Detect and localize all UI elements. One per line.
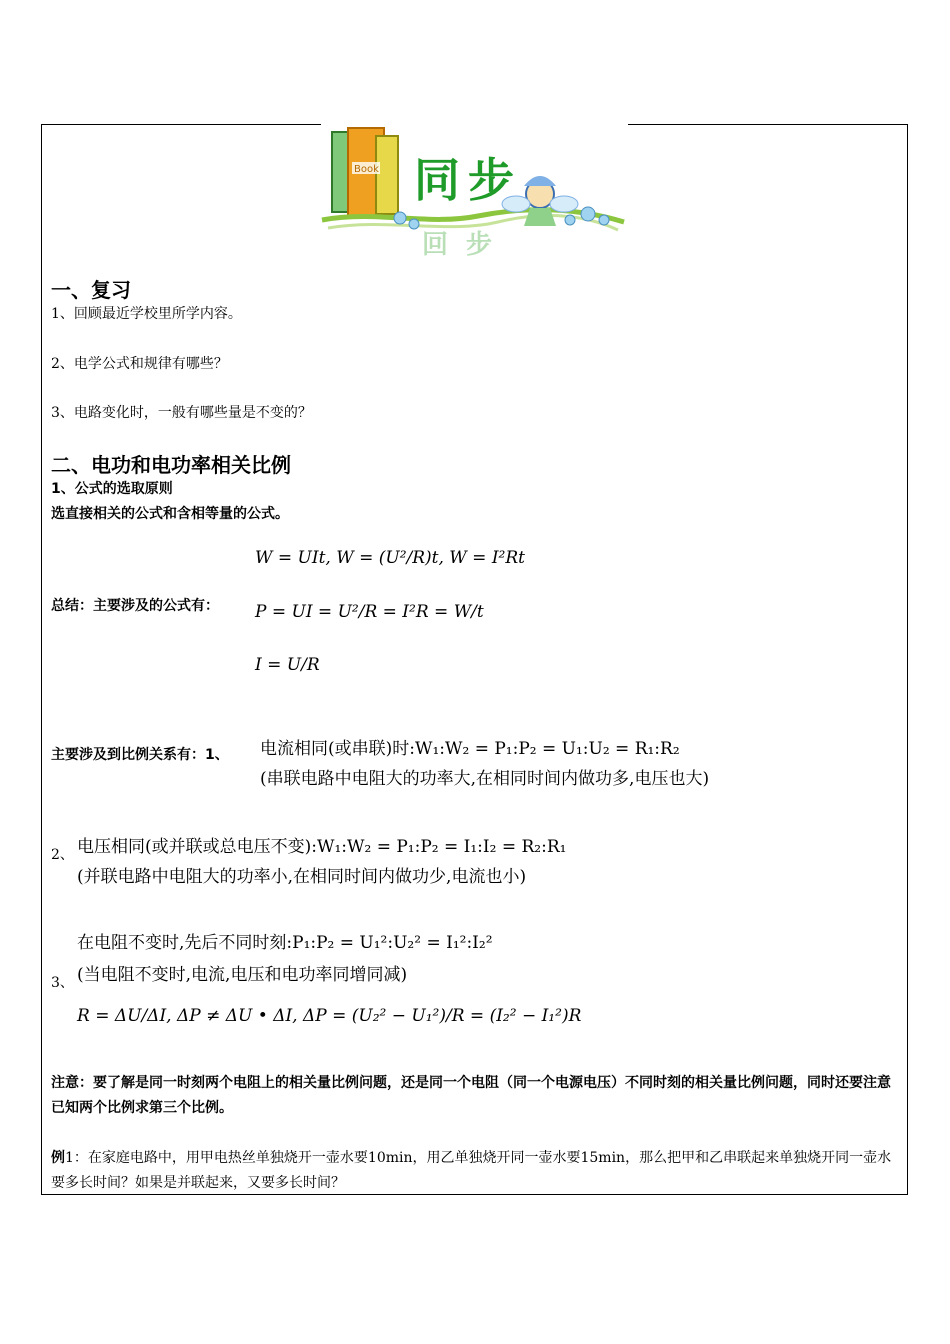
ratio-2-number: 2、	[51, 847, 74, 863]
example-text: 1：在家庭电路中，用甲电热丝单独烧开一壶水要10min，用乙单独烧开同一壶水要15min，那么把甲和乙串联起来单独烧开同一壶水要多长时间？如果是并联起来，又要多长时间？	[51, 1150, 892, 1191]
review-item-2: 2、电学公式和规律有哪些？	[51, 356, 228, 372]
ratio-3-number: 3、	[51, 975, 74, 991]
ratio-3-line: 在电阻不变时,先后不同时刻:P₁:P₂ = U₁²:U₂² = I₁²:I₂²	[77, 933, 493, 953]
ratio-3-formula: R = ΔU/ΔI, ΔP ≠ ΔU • ΔI, ΔP = (U₂² − U₁²)/R = (I₂² − I₁²)R	[77, 1006, 582, 1026]
section2-heading: 二、电功和电功率相关比例	[51, 453, 291, 477]
sub-heading-1-text: 选直接相关的公式和含相等量的公式。	[51, 506, 289, 522]
frame-top-left	[41, 124, 321, 125]
formula-power: P = UI = U²/R = I²R = W/t	[255, 602, 484, 622]
example-paragraph	[51, 1146, 903, 1196]
review-item-1: 1、回顾最近学校里所学内容。	[51, 306, 242, 322]
page-frame	[41, 124, 908, 1195]
review-item-3: 3、电路变化时，一般有哪些量是不变的？	[51, 405, 312, 421]
formula-work: W = UIt, W = (U²/R)t, W = I²Rt	[255, 548, 525, 568]
frame-top-right	[628, 124, 908, 125]
section1-heading: 一、复习	[51, 278, 131, 302]
note-paragraph: 注意：要了解是同一时刻两个电阻上的相关量比例问题，还是同一个电阻（同一个电源电压）不同时刻的相关量比例问题，同时还要注意已知两个比例求第三个比例。	[51, 1075, 891, 1116]
ratio-2-line: 电压相同(或并联或总电压不变):W₁:W₂ = P₁:P₂ = I₁:I₂ = R₂:R₁	[77, 837, 567, 857]
ratio-label: 主要涉及到比例关系有：1、	[51, 747, 229, 763]
ratio-1-note: (串联电路中电阻大的功率大,在相同时间内做功多,电压也大)	[260, 769, 710, 789]
example-label: 例	[51, 1150, 65, 1166]
ratio-3-note: (当电阻不变时,电流,电压和电功率同增同减)	[77, 965, 408, 985]
banner-logo	[318, 122, 630, 262]
banner-subtitle: 回步	[422, 230, 511, 260]
ratio-2-note: (并联电路中电阻大的功率小,在相同时间内做功少,电流也小)	[77, 867, 527, 887]
formula-current: I = U/R	[255, 655, 320, 675]
ratio-1-line: 电流相同(或串联)时:W₁:W₂ = P₁:P₂ = U₁:U₂ = R₁:R₂	[260, 739, 680, 759]
svg-text:Book: Book	[354, 164, 379, 175]
summary-label: 总结：主要涉及的公式有：	[51, 598, 219, 614]
banner-title: 同步	[414, 153, 522, 207]
sub-heading-1: 1、公式的选取原则	[51, 481, 173, 497]
